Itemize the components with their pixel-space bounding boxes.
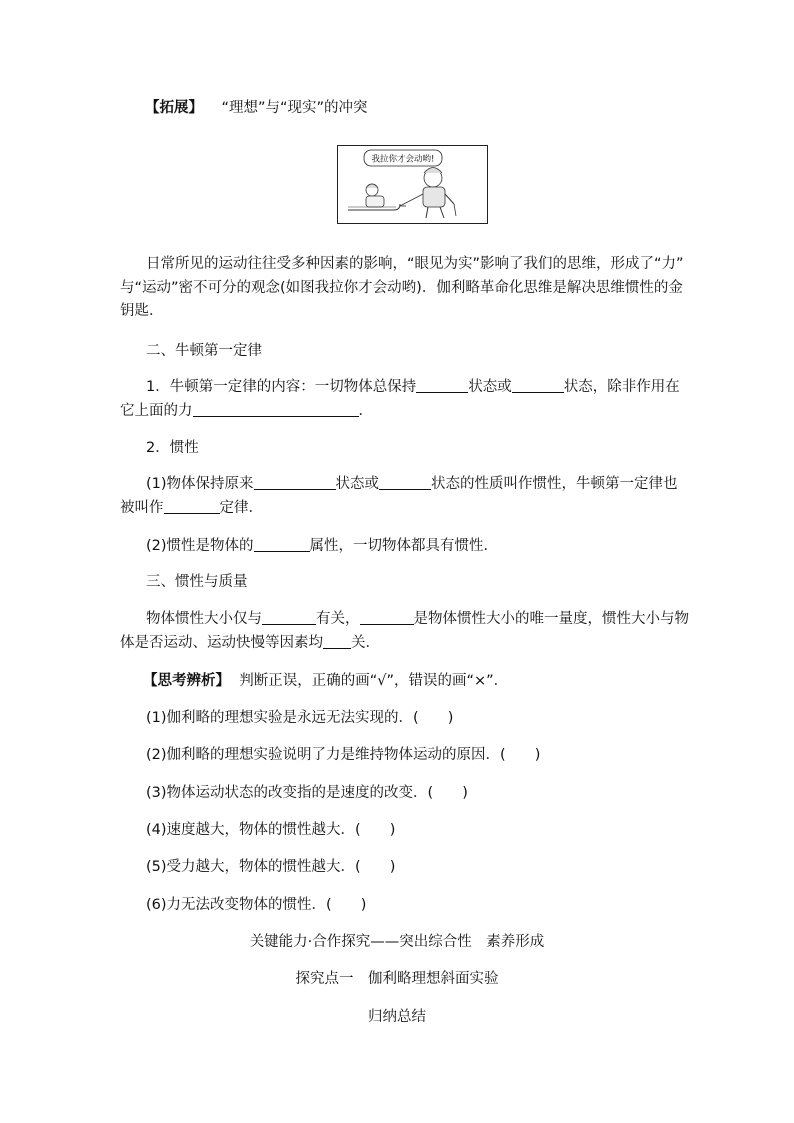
summary-heading: 归纳总结 bbox=[368, 1009, 426, 1025]
law-text-b: 状态或 bbox=[468, 379, 512, 395]
inertia-p1-text-c: 状态的性质叫作惯性，牛顿第一定律也 bbox=[431, 476, 678, 492]
mass-text-d: 体是否运动、运动快慢等因素均 bbox=[120, 635, 323, 651]
mass-line-2 bbox=[120, 632, 674, 654]
fill-blank bbox=[254, 535, 310, 552]
law-text-a: 1．牛顿第一定律的内容：一切物体总保持 bbox=[146, 379, 417, 395]
inertia-p1-line-2 bbox=[120, 497, 674, 519]
fill-blank bbox=[262, 608, 316, 625]
inertia-heading: 2．惯性 bbox=[146, 440, 199, 456]
section-2-heading: 二、牛顿第一定律 bbox=[146, 343, 262, 359]
fill-blank bbox=[193, 400, 359, 417]
inertia-p2-text-b: 属性，一切物体都具有惯性． bbox=[309, 538, 499, 554]
inertia-p2 bbox=[146, 535, 674, 557]
law-content-line-1 bbox=[146, 376, 680, 398]
mass-text-b: 有关， bbox=[316, 611, 360, 627]
inertia-p1-text-a: (1)物体保持原来 bbox=[146, 476, 254, 492]
law-text-d: 它上面的力 bbox=[120, 403, 193, 419]
fill-blank bbox=[360, 608, 414, 625]
think-intro: 判断正误，正确的画“√”，错误的画“×”． bbox=[239, 673, 509, 689]
inertia-p2-text-a: (2)惯性是物体的 bbox=[146, 538, 254, 554]
law-text-e: ． bbox=[358, 403, 373, 419]
judge-item: (4)速度越大，物体的惯性越大．( ) bbox=[146, 822, 396, 838]
expand-para-line-2: 与“运动”密不可分的观念(如图我拉你才会动哟)．伽利略革命化思维是解决思维惯性的金 bbox=[120, 280, 683, 296]
expand-para-line-3: 钥匙． bbox=[120, 303, 164, 319]
law-content-line-2 bbox=[120, 400, 674, 422]
inertia-p1-line-1 bbox=[146, 473, 678, 495]
cartoon-figure bbox=[337, 145, 488, 224]
explore-point-heading: 探究点一 伽利略理想斜面实验 bbox=[295, 971, 499, 987]
fill-blank bbox=[416, 376, 468, 393]
judge-item: (3)物体运动状态的改变指的是速度的改变．( ) bbox=[146, 785, 468, 801]
think-header bbox=[143, 670, 674, 692]
judge-item: (1)伽利略的理想实验是永远无法实现的．( ) bbox=[146, 710, 454, 726]
fill-blank bbox=[164, 497, 220, 514]
speech-bubble-text: 我拉你才会动哟! bbox=[371, 154, 435, 165]
judge-item: (2)伽利略的理想实验说明了力是维持物体运动的原因．( ) bbox=[146, 747, 541, 763]
inertia-p1-text-b: 状态或 bbox=[335, 476, 380, 492]
key-ability-heading: 关键能力·合作探究——突出综合性 素养形成 bbox=[249, 934, 545, 950]
expand-title: “理想”与“现实”的冲突 bbox=[221, 100, 368, 116]
judge-item: (6)力无法改变物体的惯性．( ) bbox=[146, 897, 367, 913]
mass-text-c: 是物体惯性大小的唯一量度，惯性大小与物 bbox=[413, 611, 689, 627]
mass-text-e: 关． bbox=[351, 635, 380, 651]
think-tag: 【思考辨析】 bbox=[143, 673, 230, 689]
fill-blank bbox=[379, 473, 431, 490]
judge-item: (5)受力越大，物体的惯性越大．( ) bbox=[146, 859, 396, 875]
expand-tag: 【拓展】 bbox=[145, 100, 203, 116]
expand-header bbox=[145, 97, 674, 119]
mass-text-a: 物体惯性大小仅与 bbox=[146, 611, 262, 627]
fill-blank bbox=[512, 376, 564, 393]
fill-blank bbox=[323, 632, 351, 649]
law-text-c: 状态，除非作用在 bbox=[563, 379, 680, 395]
inertia-p1-text-d: 被叫作 bbox=[120, 500, 164, 516]
fill-blank bbox=[254, 473, 336, 490]
cartoon-illustration bbox=[338, 146, 487, 223]
mass-line-1 bbox=[146, 608, 689, 630]
section-3-heading: 三、惯性与质量 bbox=[146, 574, 248, 590]
expand-para-line-1: 日常所见的运动往往受多种因素的影响，“眼见为实”影响了我们的思维，形成了“力” bbox=[146, 256, 684, 272]
inertia-p1-text-e: 定律． bbox=[219, 500, 263, 516]
